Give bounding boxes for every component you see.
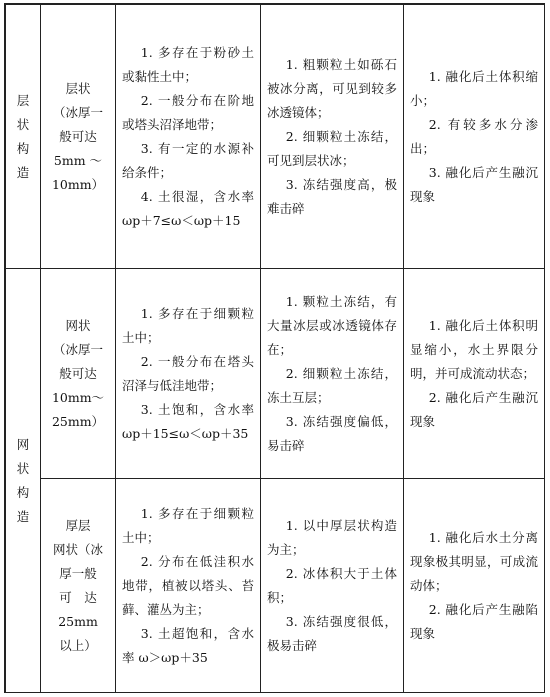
table-row: [6, 5, 545, 269]
thaw-cell: [404, 479, 545, 693]
category-cell-layered: 层 状 构 造: [6, 5, 41, 269]
list-item: 1. 多存在于细颗粒土中；: [122, 505, 254, 545]
thaw-cell: [404, 269, 545, 479]
list-item: 3. 冻结强度很低，极易击碎: [267, 613, 397, 653]
list-item: 1. 颗粒土冻结，有大量冰层或冰透镜体存在；: [267, 293, 397, 357]
list-item: 1. 多存在于粉砂土或黏性土中；: [122, 44, 254, 84]
list-item: 3. 冻结强度偏低，易击碎: [267, 413, 397, 453]
list-item: 2. 冰体积大于土体积；: [267, 565, 397, 605]
list-item: 2. 细颗粒土冻结，冻土互层；: [267, 365, 397, 405]
list-item: 2. 一般分布在阶地或塔头沼泽地带；: [122, 92, 254, 132]
frozen-soil-structure-table: [5, 4, 545, 693]
list-item: 3. 有一定的水源补给条件；: [122, 140, 254, 180]
features-cell: [261, 5, 404, 269]
type-cell: 厚层 网状（冰 厚一般 可 达 25mm 以上）: [41, 479, 116, 693]
list-item: 1. 粗颗粒土如砾石被冰分离，可见到较多冰透镜体；: [267, 56, 397, 120]
features-cell: [261, 479, 404, 693]
list-item: 2. 融化后产生融沉现象: [410, 389, 538, 429]
list-item: 2. 分布在低洼积水地带，植被以塔头、苔藓、灌丛为主；: [122, 553, 254, 617]
list-item: 1. 融化后土体积缩小；: [410, 68, 538, 108]
type-cell: 层状 （冰厚一 般可达 5mm ～ 10mm）: [41, 5, 116, 269]
list-item: 1. 融化后土体积明显缩小，水土界限分明，并可成流动状态；: [410, 317, 538, 381]
table-row: [6, 479, 545, 693]
distribution-cell: [116, 5, 261, 269]
list-item: 1. 融化后水土分离现象极其明显，可成流动体；: [410, 529, 538, 593]
table-row: [6, 269, 545, 479]
list-item: 2. 细颗粒土冻结，可见到层状冰；: [267, 128, 397, 168]
list-item: 2. 有较多水分渗出；: [410, 116, 538, 156]
list-item: 4. 土很湿，含水率 ωp＋7≤ω＜ωp＋15: [122, 188, 254, 228]
thaw-cell: [404, 5, 545, 269]
list-item: 3. 土超饱和，含水率 ω＞ωp＋35: [122, 625, 254, 665]
list-item: 1. 多存在于细颗粒土中；: [122, 305, 254, 345]
type-cell: 网状 （冰厚一 般可达 10mm～ 25mm）: [41, 269, 116, 479]
category-cell-reticulate: 网 状 构 造: [6, 269, 41, 693]
list-item: 3. 土饱和，含水率 ωp＋15≤ω＜ωp＋35: [122, 401, 254, 441]
list-item: 3. 融化后产生融沉现象: [410, 164, 538, 204]
features-cell: [261, 269, 404, 479]
distribution-cell: [116, 269, 261, 479]
list-item: 2. 一般分布在塔头沼泽与低洼地带；: [122, 353, 254, 393]
list-item: 1. 以中厚层状构造为主；: [267, 517, 397, 557]
list-item: 2. 融化后产生融陷现象: [410, 601, 538, 641]
distribution-cell: [116, 479, 261, 693]
list-item: 3. 冻结强度高，极难击碎: [267, 176, 397, 216]
